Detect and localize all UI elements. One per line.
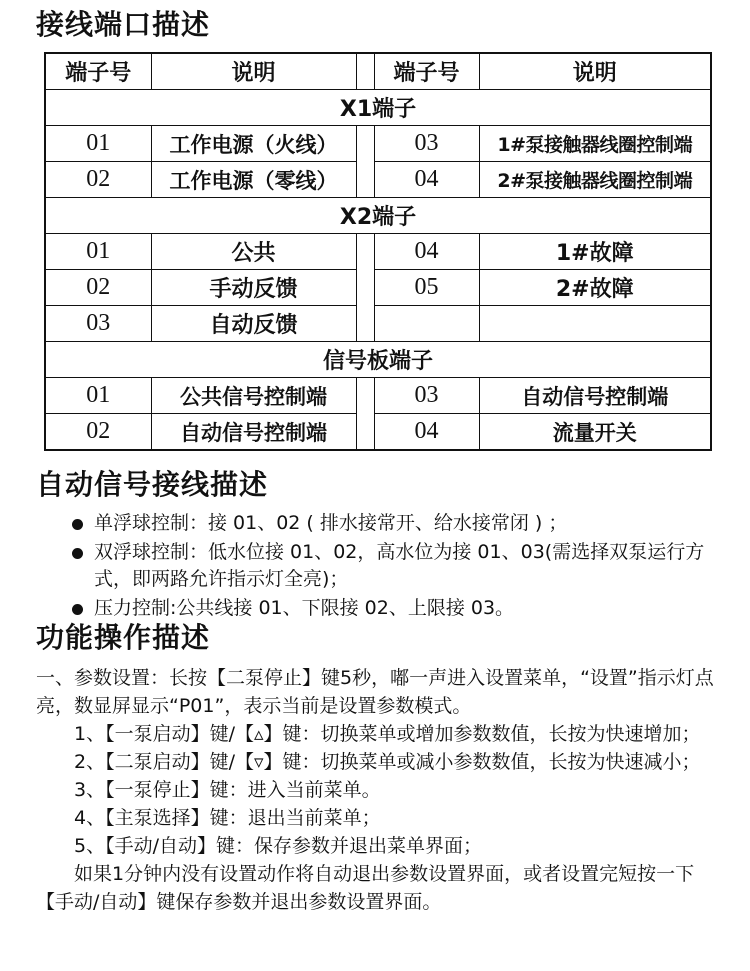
terminal-description: 自动信号控制端 xyxy=(151,414,356,451)
terminal-number: 03 xyxy=(45,306,151,342)
terminal-description: 工作电源（火线） xyxy=(151,126,356,162)
section-title-auto-signal: 自动信号接线描述 xyxy=(36,468,269,501)
table-row xyxy=(45,234,711,270)
function-step: 2、【二泵启动】键/【▿】键：切换菜单或减小参数数值，长按为快速减小； xyxy=(74,751,701,773)
column-gap xyxy=(356,126,374,162)
list-item xyxy=(72,510,732,537)
list-item-text: 压力控制:公共线接 01、下限接 02、上限接 03。 xyxy=(94,597,515,619)
list-item xyxy=(72,539,732,593)
column-gap xyxy=(356,306,374,342)
header-terminal-no: 端子号 xyxy=(45,53,151,90)
terminal-number: 01 xyxy=(45,378,151,414)
column-gap xyxy=(356,162,374,198)
auto-signal-list xyxy=(72,510,732,624)
terminal-description: 2#故障 xyxy=(479,270,711,306)
terminal-description: 1#故障 xyxy=(479,234,711,270)
section-label: 信号板端子 xyxy=(45,342,711,378)
section-title-ports: 接线端口描述 xyxy=(36,8,211,41)
column-gap xyxy=(356,53,374,90)
table-row xyxy=(45,270,711,306)
section-label: X2端子 xyxy=(45,198,711,234)
terminal-description xyxy=(479,306,711,342)
terminal-number: 03 xyxy=(374,126,479,162)
header-description: 说明 xyxy=(151,53,356,90)
list-item xyxy=(72,595,732,622)
column-gap xyxy=(356,234,374,270)
function-step: 1、【一泵启动】键/【▵】键：切换菜单或增加参数数值，长按为快速增加； xyxy=(74,723,701,745)
section-title-functions: 功能操作描述 xyxy=(36,621,211,654)
table-row xyxy=(45,126,711,162)
terminal-description: 自动信号控制端 xyxy=(479,378,711,414)
function-step: 3、【一泵停止】键：进入当前菜单。 xyxy=(74,779,381,801)
terminal-description: 流量开关 xyxy=(479,414,711,451)
table-row xyxy=(45,306,711,342)
function-description xyxy=(36,664,726,916)
section-label: X1端子 xyxy=(45,90,711,126)
table-header-row xyxy=(45,53,711,90)
section-row-signal-board xyxy=(45,342,711,378)
terminal-number: 04 xyxy=(374,414,479,451)
terminal-description: 公共 xyxy=(151,234,356,270)
terminal-table xyxy=(44,52,712,451)
function-step: 5、【手动/自动】键：保存参数并退出菜单界面； xyxy=(74,835,482,857)
terminal-number: 02 xyxy=(45,270,151,306)
header-description: 说明 xyxy=(479,53,711,90)
terminal-number: 02 xyxy=(45,414,151,451)
terminal-number: 04 xyxy=(374,162,479,198)
terminal-number: 01 xyxy=(45,234,151,270)
column-gap xyxy=(356,270,374,306)
header-terminal-no: 端子号 xyxy=(374,53,479,90)
function-note: 如果1分钟内没有设置动作将自动退出参数设置界面，或者设置完短按一下【手动/自动】键保存参数并退出参数设置界面。 xyxy=(36,863,695,913)
terminal-description: 自动反馈 xyxy=(151,306,356,342)
list-item-text: 单浮球控制：接 01、02 ( 排水接常开、给水接常闭 ) ； xyxy=(94,512,568,534)
terminal-description: 手动反馈 xyxy=(151,270,356,306)
column-gap xyxy=(356,414,374,451)
terminal-number: 02 xyxy=(45,162,151,198)
list-item-text: 双浮球控制：低水位接 01、02，高水位为接 01、03(需选择双泵运行方式，即两路允许指示灯全亮)； xyxy=(94,541,705,590)
terminal-number: 01 xyxy=(45,126,151,162)
terminal-description: 公共信号控制端 xyxy=(151,378,356,414)
bullet-icon xyxy=(72,519,83,530)
table-row xyxy=(45,414,711,451)
terminal-description: 1#泵接触器线圈控制端 xyxy=(479,126,711,162)
bullet-icon xyxy=(72,604,83,615)
function-intro: 一、参数设置：长按【二泵停止】键5秒，嘟一声进入设置菜单，“设置”指示灯点亮，数显屏显示“P01”，表示当前是设置参数模式。 xyxy=(36,667,714,717)
function-step: 4、【主泵选择】键：退出当前菜单； xyxy=(74,807,381,829)
terminal-number: 05 xyxy=(374,270,479,306)
bullet-icon xyxy=(72,548,83,559)
table-row xyxy=(45,162,711,198)
column-gap xyxy=(356,378,374,414)
terminal-number: 03 xyxy=(374,378,479,414)
terminal-number: 04 xyxy=(374,234,479,270)
section-row-x2 xyxy=(45,198,711,234)
terminal-description: 2#泵接触器线圈控制端 xyxy=(479,162,711,198)
terminal-description: 工作电源（零线） xyxy=(151,162,356,198)
table-row xyxy=(45,378,711,414)
terminal-number xyxy=(374,306,479,342)
section-row-x1 xyxy=(45,90,711,126)
